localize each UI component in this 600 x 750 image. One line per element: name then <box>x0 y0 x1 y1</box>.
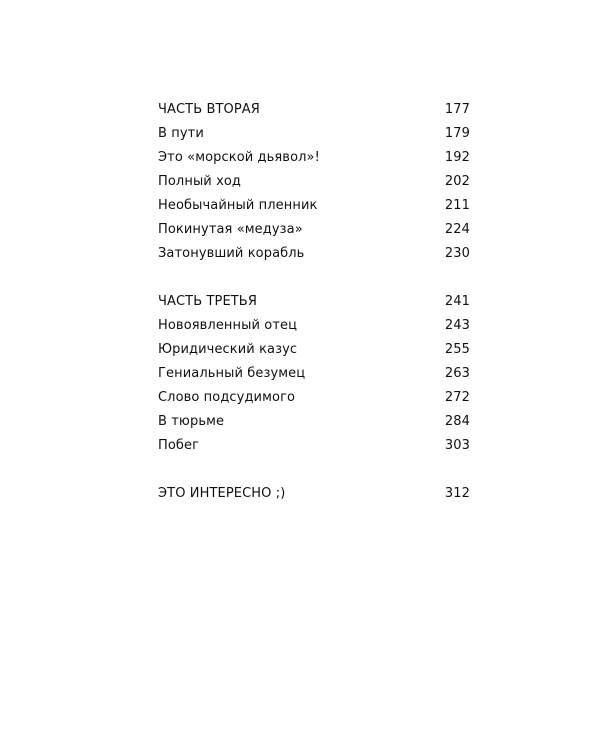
toc-entry-title: В пути <box>158 126 204 141</box>
toc-entry-page: 255 <box>444 342 470 357</box>
toc-entry <box>158 482 470 506</box>
toc-entry-page: 272 <box>444 390 470 405</box>
toc-entry-page: 263 <box>444 366 470 381</box>
toc-entry-title: Гениальный безумец <box>158 366 306 381</box>
toc-entry <box>158 338 470 362</box>
toc-entry-title: Покинутая «медуза» <box>158 222 303 237</box>
toc-section-part-two <box>158 98 470 266</box>
toc-entry-title: Полный ход <box>158 174 242 189</box>
toc-entry-page: 284 <box>444 414 470 429</box>
toc-entry <box>158 362 470 386</box>
toc-entry-title: Новоявленный отец <box>158 318 298 333</box>
toc-entry <box>158 386 470 410</box>
toc-entry-title: Необычайный пленник <box>158 198 318 213</box>
toc-entry-page: 224 <box>444 222 470 237</box>
toc-entry-page: 303 <box>444 438 470 453</box>
toc-entry-page: 192 <box>444 150 470 165</box>
toc-entry <box>158 314 470 338</box>
toc-entry-page: 241 <box>444 294 470 309</box>
toc-entry-page: 243 <box>444 318 470 333</box>
toc-entry-page: 177 <box>444 102 470 117</box>
toc-entry <box>158 122 470 146</box>
toc-entry <box>158 218 470 242</box>
toc-entry <box>158 290 470 314</box>
toc-entry <box>158 98 470 122</box>
toc-entry <box>158 410 470 434</box>
toc-entry-title: Это «морской дьявол»! <box>158 150 320 165</box>
toc-entry-title: ЭТО ИНТЕРЕСНО ;) <box>158 486 286 501</box>
toc-section-part-three <box>158 290 470 458</box>
toc-entry <box>158 434 470 458</box>
toc-entry <box>158 170 470 194</box>
toc-entry-title: Юридический казус <box>158 342 298 357</box>
toc-entry-page: 312 <box>444 486 470 501</box>
toc-section-appendix <box>158 482 470 506</box>
toc-entry <box>158 146 470 170</box>
toc-entry-title: ЧАСТЬ ТРЕТЬЯ <box>158 294 257 309</box>
toc-entry <box>158 242 470 266</box>
toc-entry-title: Слово подсудимого <box>158 390 296 405</box>
toc-entry-title: Побег <box>158 438 200 453</box>
toc-entry-title: В тюрьме <box>158 414 225 429</box>
toc-entry-page: 202 <box>444 174 470 189</box>
toc-entry-title: Затонувший корабль <box>158 246 305 261</box>
table-of-contents <box>158 98 470 506</box>
toc-entry <box>158 194 470 218</box>
toc-entry-page: 179 <box>444 126 470 141</box>
toc-entry-title: ЧАСТЬ ВТОРАЯ <box>158 102 260 117</box>
toc-entry-page: 211 <box>444 198 470 213</box>
toc-entry-page: 230 <box>444 246 470 261</box>
